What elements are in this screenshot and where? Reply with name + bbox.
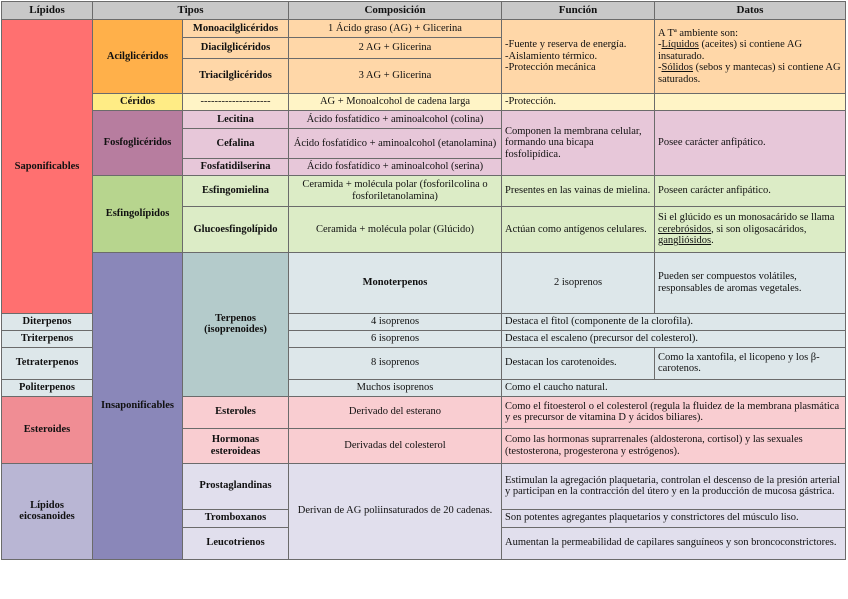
group-acilgliceridos: Acilglicéridos — [93, 20, 183, 94]
composition: AG + Monoalcohol de cadena larga — [289, 94, 502, 111]
composition: Derivado del esterano — [289, 396, 502, 428]
group-fosfogliceridos: Fosfoglicéridos — [93, 111, 183, 176]
type-name: Fosfatidilserina — [183, 159, 289, 176]
data: Como la xantofila, el licopeno y los β-carotenos. — [655, 347, 846, 379]
header-row — [2, 2, 846, 20]
type-name: Cefalina — [183, 129, 289, 159]
function: Estimulan la agregación plaquetaria, controlan el descenso de la presión arterial y participan en la contracción del útero y en la producción de mucosa gástrica. — [502, 463, 846, 509]
data: Posee carácter anfipático. — [655, 111, 846, 176]
type-name: Lecitina — [183, 111, 289, 129]
table-row — [2, 20, 846, 38]
data: Poseen carácter anfipático. — [655, 176, 846, 207]
table-row — [2, 253, 846, 314]
function: Aumentan la permeabilidad de capilares sanguíneos y son broncoconstrictores. — [502, 527, 846, 559]
header-datos: Datos — [655, 2, 846, 20]
function: -Protección. — [502, 94, 655, 111]
function: Son potentes agregantes plaquetarios y constrictores del músculo liso. — [502, 509, 846, 527]
type-name: Hormonas esteroideas — [183, 428, 289, 463]
table-row — [2, 111, 846, 129]
function: Pueden ser compuestos volátiles, responsables de aromas vegetales. — [655, 253, 846, 314]
type-name: Triacilglicéridos — [183, 59, 289, 94]
function: -Fuente y reserva de energía. -Aislamiento térmico. -Protección mecánica — [502, 20, 655, 94]
function: Como el fitoesterol o el colesterol (regula la fluidez de la membrana plasmática y es precursor de vitamina D y ácidos biliares). — [502, 396, 846, 428]
composition: 2 AG + Glicerina — [289, 38, 502, 59]
type-name: Prostaglandinas — [183, 463, 289, 509]
composition: Ácido fosfatídico + aminoalcohol (colina) — [289, 111, 502, 129]
type-name: -------------------- — [183, 94, 289, 111]
type-name: Glucoesfingolípido — [183, 207, 289, 253]
type-name: Esteroles — [183, 396, 289, 428]
composition: Ceramida + molécula polar (Glúcido) — [289, 207, 502, 253]
composition: Muchos isoprenos — [289, 379, 502, 396]
header-composicion: Composición — [289, 2, 502, 20]
type-name: Esfingomielina — [183, 176, 289, 207]
composition: Derivan de AG poliinsaturados de 20 cadenas. — [289, 463, 502, 559]
header-tipos: Tipos — [93, 2, 289, 20]
type-name: Triterpenos — [2, 330, 93, 347]
lipids-table — [1, 1, 846, 560]
type-name: Diacilglicéridos — [183, 38, 289, 59]
type-name: Leucotrienos — [183, 527, 289, 559]
composition: 3 AG + Glicerina — [289, 59, 502, 94]
function: Destaca el escaleno (precursor del colesterol). — [502, 330, 846, 347]
header-funcion: Función — [502, 2, 655, 20]
function: Como las hormonas suprarrenales (aldosterona, cortisol) y las sexuales (testosterona, progesterona y estrógenos). — [502, 428, 846, 463]
data-acilgliceridos: A Tª ambiente son: -Líquidos (aceites) si contiene AG insaturado. -Sólidos (sebos y mantecas) si contiene AG saturados. — [655, 20, 846, 94]
function: Como el caucho natural. — [502, 379, 846, 396]
type-name: Monoacilglicéridos — [183, 20, 289, 38]
data-empty — [655, 94, 846, 111]
composition: Ácido fosfatídico + aminoalcohol (serina) — [289, 159, 502, 176]
table-row — [2, 94, 846, 111]
type-name: Diterpenos — [2, 313, 93, 330]
composition: 2 isoprenos — [502, 253, 655, 314]
type-name: Tetraterpenos — [2, 347, 93, 379]
data-glucoesfingolipido: Si el glúcido es un monosacárido se llama cerebrósidos, si son oligosacáridos, gangliósidos. — [655, 207, 846, 253]
table-row — [2, 176, 846, 207]
type-name: Tromboxanos — [183, 509, 289, 527]
group-esfingolipidos: Esfingolípidos — [93, 176, 183, 253]
function: Actúan como antígenos celulares. — [502, 207, 655, 253]
group-ceridos: Céridos — [93, 94, 183, 111]
header-lipidos: Lípidos — [2, 2, 93, 20]
composition: Derivadas del colesterol — [289, 428, 502, 463]
composition: 8 isoprenos — [289, 347, 502, 379]
group-terpenos: Terpenos (isoprenoides) — [183, 253, 289, 397]
category-insaponificables: Insaponificables — [93, 253, 183, 560]
function: Destacan los carotenoides. — [502, 347, 655, 379]
composition: 4 isoprenos — [289, 313, 502, 330]
composition: Ceramida + molécula polar (fosforilcolina o fosforiletanolamina) — [289, 176, 502, 207]
type-name: Monoterpenos — [289, 253, 502, 314]
group-esteroides: Esteroides — [2, 396, 93, 463]
type-name: Politerpenos — [2, 379, 93, 396]
function: Presentes en las vainas de mielina. — [502, 176, 655, 207]
group-eicosanoides: Lípidos eicosanoides — [2, 463, 93, 559]
function: Componen la membrana celular, formando una bicapa fosfolipídica. — [502, 111, 655, 176]
composition: Ácido fosfatídico + aminoalcohol (etanolamina) — [289, 129, 502, 159]
function: Destaca el fitol (componente de la clorofila). — [502, 313, 846, 330]
category-saponificables: Saponificables — [2, 20, 93, 314]
composition: 1 Ácido graso (AG) + Glicerina — [289, 20, 502, 38]
composition: 6 isoprenos — [289, 330, 502, 347]
